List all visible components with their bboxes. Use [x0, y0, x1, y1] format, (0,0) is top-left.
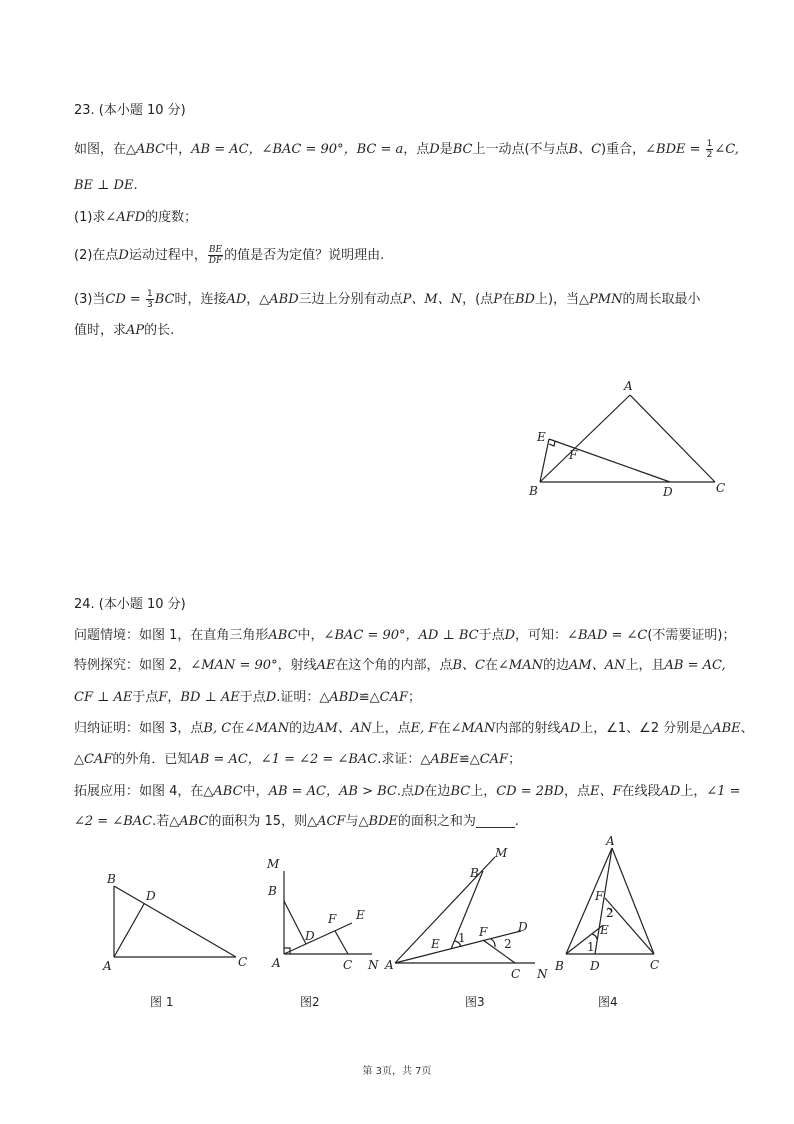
fig2-cf — [335, 931, 348, 954]
q24-line3: CF ⊥ AE于点F，BD ⊥ AE于点D.证明：△ABD≌△CAF； — [74, 690, 421, 705]
fig3-label-e: E — [431, 937, 440, 951]
figure-2 — [262, 853, 392, 1018]
fig1-ad — [114, 904, 144, 957]
q23-statement-line2: BE ⊥ DE. — [74, 178, 138, 193]
fig2-ae — [284, 923, 352, 954]
fig4-label-e: E — [600, 923, 609, 937]
right-angle-mark — [549, 441, 555, 446]
page-footer: 第 3页，共 7页 — [362, 1066, 432, 1077]
q24-header: 24. (本小题 10 分) — [74, 597, 186, 612]
fig2-bd — [284, 901, 306, 944]
q23-figure — [520, 375, 740, 505]
q24-line1: 问题情境：如图 1，在直角三角形ABC中，∠BAC = 90°，AD ⊥ BC于点D，可知：∠BAD = ∠C(不需要证明)； — [74, 628, 736, 643]
figure-4 — [550, 828, 680, 1018]
fig2-label-m: M — [267, 857, 280, 871]
figure-1 — [100, 868, 260, 1018]
label-e: E — [537, 430, 546, 444]
fig1-label-b: B — [107, 872, 116, 886]
fig2-label-e: E — [356, 908, 365, 922]
fig3-label-1: 1 — [458, 931, 466, 945]
fig4-label-f: F — [595, 889, 604, 903]
fraction-one-half: $\frac{1}{2}$ — [706, 139, 713, 160]
fig3-label-b: B — [470, 866, 479, 880]
segment-be — [540, 439, 549, 482]
fig4-label-d: D — [590, 959, 600, 973]
q24-line2: 特例探究：如图 2，∠MAN = 90°，射线AE在这个角的内部，点B、C在∠MAN的边AM、AN上，且AB = AC, — [74, 658, 726, 673]
fig2-label-f: F — [328, 912, 337, 926]
figure-2-caption: 图2 — [300, 995, 320, 1009]
segment-ac — [630, 395, 715, 482]
fig3-label-m: M — [495, 846, 508, 860]
figure-3-caption: 图3 — [465, 995, 485, 1009]
fig3-label-n: N — [537, 967, 548, 981]
figure-1-caption: 图 1 — [150, 995, 174, 1009]
fig3-label-a: A — [385, 958, 394, 972]
fig2-label-c: C — [343, 958, 353, 972]
fig2-label-a: A — [272, 956, 281, 970]
fig4-ab — [566, 848, 612, 954]
fig3-label-f: F — [479, 925, 488, 939]
q23-statement-line1: 如图，在△ABC中，AB = AC，∠BAC = 90°，BC = a，点D是BC上一动点(不与点B、C)重合，∠BDE = $\frac{1}{2}$ ∠C, — [74, 139, 739, 160]
fig1-label-d: D — [146, 889, 156, 903]
label-f: F — [569, 448, 578, 462]
fig4-label-a: A — [606, 834, 615, 848]
q24-line4: 归纳证明：如图 3，点B, C在∠MAN的边AM、AN上，点E, F在∠MAN内部的射线AD上，∠1、∠2 分别是△ABE、 — [74, 721, 754, 736]
fig4-ac — [612, 848, 654, 954]
fig2-label-d: D — [305, 929, 315, 943]
q23-part3-line2: 值时，求AP的长. — [74, 323, 175, 338]
fig3-am — [395, 857, 495, 963]
fig4-label-b: B — [555, 959, 564, 973]
fig1-label-c: C — [238, 955, 248, 969]
fig2-label-n: N — [368, 958, 379, 972]
fig4-angle-1-arc — [592, 934, 597, 939]
q23-part2: (2)在点D运动过程中， $\frac{BE}{DF}$ 的值是否为定值？说明理由. — [74, 245, 385, 266]
label-a: A — [624, 379, 633, 393]
segment-ab — [540, 395, 630, 482]
fig4-label-c: C — [650, 958, 660, 972]
q24-line6: 拓展应用：如图 4，在△ABC中，AB = AC，AB > BC.点D在边BC上，CD = 2BD，点E、F在线段AD上，∠1 = — [74, 784, 741, 799]
fig4-label-2: 2 — [606, 906, 614, 920]
fraction-one-third: $\frac{1}{3}$ — [146, 289, 153, 310]
fig4-be — [566, 926, 602, 954]
fig2-label-b: B — [268, 884, 277, 898]
figure-3 — [383, 843, 558, 1018]
q24-line5: △CAF的外角．已知AB = AC，∠1 = ∠2 = ∠BAC.求证：△ABE≌△CAF； — [74, 752, 522, 767]
fig1-bc — [114, 886, 236, 957]
fig4-label-1: 1 — [587, 940, 595, 954]
fig1-label-a: A — [103, 959, 112, 973]
fig3-label-d: D — [518, 920, 528, 934]
label-b: B — [529, 484, 538, 498]
fraction-be-over-df: $\frac{BE}{DF}$ — [208, 245, 223, 266]
q23-header: 23. (本小题 10 分) — [74, 103, 186, 118]
segment-ed — [549, 439, 670, 482]
label-c: C — [716, 481, 726, 495]
q23-part1: (1)求∠AFD的度数； — [74, 210, 198, 225]
q24-line7: ∠2 = ∠BAC.若△ABC的面积为 15，则△ACF与△BDE的面积之和为______. — [74, 814, 520, 829]
label-d: D — [663, 485, 673, 499]
fig3-label-c: C — [511, 967, 521, 981]
figure-4-caption: 图4 — [598, 995, 618, 1009]
fig3-label-2: 2 — [504, 937, 512, 951]
q23-part3-line1: (3)当CD = $\frac{1}{3}$ BC时，连接AD，△ABD三边上分别有动点P、M、N，(点P在BD上)，当△PMN的周长取最小 — [74, 289, 701, 310]
